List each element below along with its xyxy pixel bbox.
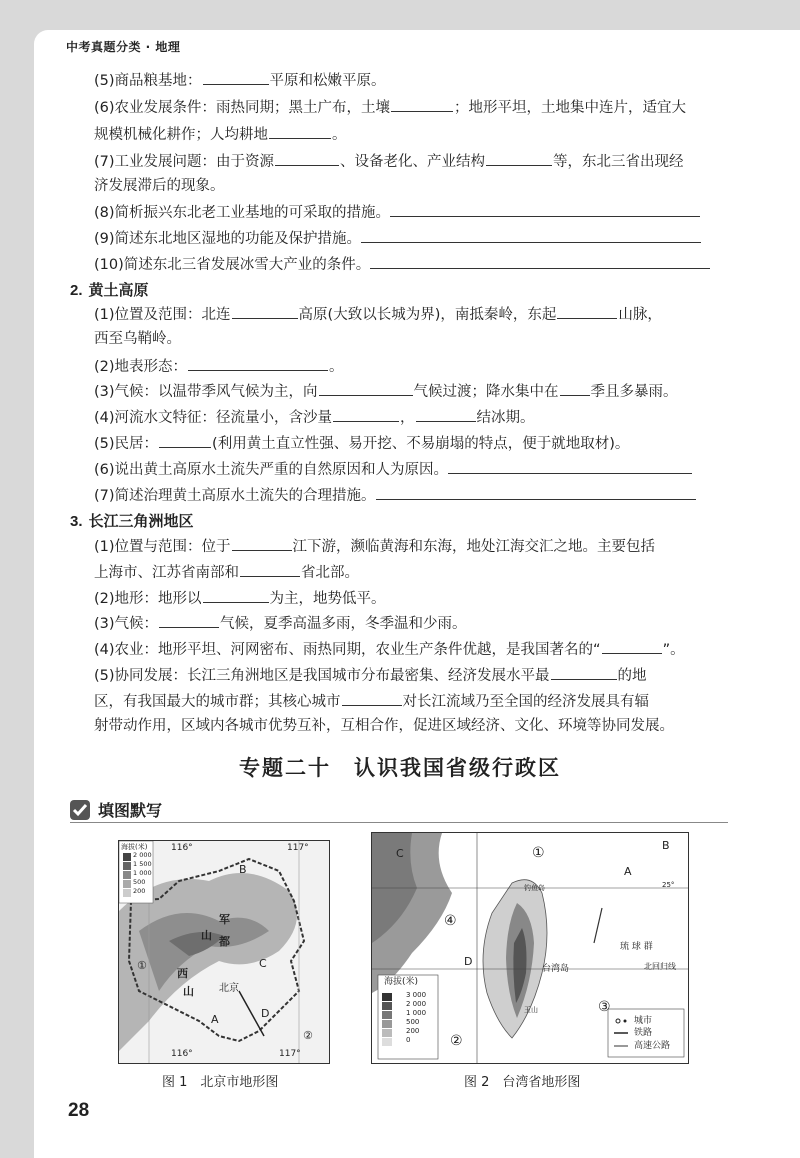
blank[interactable] [342,691,402,706]
blank[interactable] [551,665,617,680]
mountain-label: 山 [183,985,194,998]
circle-3-label[interactable]: ③ [598,999,611,1015]
delta-item-3: (3)气候： 气候，夏季高温多雨，冬季温和少雨。 [94,613,467,633]
longitude-label: 117° [279,1049,301,1059]
fill-map-heading: 填图默写 [70,798,162,821]
answer-line[interactable] [390,202,700,217]
answer-line[interactable] [361,228,701,243]
ne-item-6b: 规模机械化耕作；人均耕地 。 [94,124,347,144]
label-c[interactable]: C [259,957,267,970]
legend-values: 3 000 2 000 1 000 500 200 0 [406,991,427,1044]
ne-item-7b: 济发展滞后的现象。 [94,178,225,194]
longitude-label: 116° [171,1049,193,1059]
mountain-label: 军 [219,913,230,926]
circle-1-label[interactable]: ① [137,959,147,972]
checkbox-icon [70,800,90,820]
page-number: 28 [68,1100,90,1121]
circle-1-label[interactable]: ① [532,845,545,861]
blank[interactable] [416,407,476,422]
longitude-label: 116° [171,843,193,853]
label-b[interactable]: B [239,863,247,876]
label-a[interactable]: A [624,865,632,878]
island-label: 台湾岛 [542,964,570,974]
loess-item-5: (5)民居： (利用黄土直立性强、易开挖、不易崩塌的特点，便于就地取材)。 [94,433,629,453]
delta-item-2: (2)地形：地形以 为主，地势低平。 [94,588,386,608]
loess-item-1b: 西至乌鞘岭。 [94,331,181,347]
city-legend: 城市 [634,1016,653,1026]
figure-2-caption: 图 2 台湾省地形图 [464,1075,581,1090]
loess-item-6: (6)说出黄土高原水土流失严重的自然原因和人为原因。 [94,459,692,479]
tropic-label: 北回归线 [644,962,676,971]
blank[interactable] [275,151,339,166]
longitude-label: 117° [287,843,309,853]
delta-item-5c: 射带动作用，区域内各城市优势互补，互相合作，促进区域经济、文化、环境等协同发展。 [94,718,674,734]
blank[interactable] [203,588,269,603]
loess-item-1a: (1)位置及范围：北连 高原(大致以长城为界)，南抵秦岭，东起 山脉， [94,304,662,324]
ne-item-10: (10)简述东北三省发展冰雪大产业的条件。 [94,254,710,274]
mountain-label: 山 [201,929,212,942]
circle-2-label[interactable]: ② [450,1033,463,1049]
legend-title: 海拔(米) [121,843,148,851]
circle-2-label[interactable]: ② [303,1029,313,1042]
blank[interactable] [333,407,399,422]
topic-title: 专题二十 认识我国省级行政区 [239,756,561,780]
loess-item-2: (2)地表形态： 。 [94,356,344,376]
section-delta-heading: 3. 长江三角洲地区 [70,512,194,530]
ryukyu-label: 琉 球 群 [620,942,653,952]
blank[interactable] [203,70,269,85]
answer-line[interactable] [370,254,710,269]
label-a[interactable]: A [211,1013,219,1026]
blank[interactable] [602,639,662,654]
blank[interactable] [232,536,292,551]
mountain-label: 西 [177,967,188,980]
blank[interactable] [159,433,211,448]
loess-item-4: (4)河流水文特征：径流量小，含沙量 ， 结冰期。 [94,407,535,427]
blank[interactable] [269,124,331,139]
ne-item-9: (9)简述东北地区湿地的功能及保护措施。 [94,228,701,248]
delta-item-5b: 区，有我国最大的城市群；其核心城市 对长江流域乃至全国的经济发展具有辐 [94,691,649,711]
blank[interactable] [188,356,328,371]
legend-title: 海拔(米) [384,977,419,987]
figure-beijing-map [118,840,330,1064]
ne-item-8: (8)简析振兴东北老工业基地的可采取的措施。 [94,202,700,222]
city-label: 北京 [219,983,239,994]
ne-item-6a: (6)农业发展条件：雨热同期；黑土广布，土壤 ；地形平坦，土地集中连片，适宜大 [94,97,686,117]
section-loess-heading: 2. 黄土高原 [70,281,149,299]
label-b[interactable]: B [662,839,670,852]
ne-item-5: (5)商品粮基地： 平原和松嫩平原。 [94,70,386,90]
loess-item-3: (3)气候：以温带季风气候为主，向 气候过渡；降水集中在 季且多暴雨。 [94,381,678,401]
running-header: 中考真题分类 · 地理 [66,40,181,54]
ne-item-7a: (7)工业发展问题：由于资源 、设备老化、产业结构 等，东北三省出现经 [94,151,684,171]
blank[interactable] [319,381,413,396]
figure-taiwan-map [371,832,689,1064]
delta-item-1b: 上海市、江苏省南部和 省北部。 [94,562,359,582]
delta-item-5a: (5)协同发展：长江三角洲地区是我国城市分布最密集、经济发展水平最 的地 [94,665,647,685]
circle-4-label[interactable]: ④ [444,913,457,929]
figure-1-caption: 图 1 北京市地形图 [162,1075,279,1090]
answer-line[interactable] [376,485,696,500]
divider [70,822,728,823]
island-label: 钓鱼岛 [524,884,545,892]
blank[interactable] [232,304,298,319]
blank[interactable] [159,613,219,628]
peak-label: 玉山 [524,1006,538,1014]
label-c[interactable]: C [396,847,404,860]
delta-item-1a: (1)位置与范围：位于 江下游，濒临黄海和东海，地处江海交汇之地。主要包括 [94,536,655,556]
answer-line[interactable] [448,459,692,474]
label-d[interactable]: D [464,955,473,968]
blank[interactable] [391,97,453,112]
blank[interactable] [557,304,617,319]
rail-legend: 铁路 [634,1028,653,1038]
legend-values: 2 000 1 500 1 000 500 200 [133,851,152,895]
mountain-label: 都 [219,935,230,948]
road-legend: 高速公路 [634,1041,671,1051]
blank[interactable] [486,151,552,166]
loess-item-7: (7)简述治理黄土高原水土流失的合理措施。 [94,485,696,505]
blank[interactable] [560,381,590,396]
latitude-label: 25° [662,881,675,889]
delta-item-4: (4)农业：地形平坦、河网密布、雨热同期，农业生产条件优越，是我国著名的“ ”。 [94,639,685,659]
blank[interactable] [240,562,300,577]
label-d[interactable]: D [261,1007,270,1020]
